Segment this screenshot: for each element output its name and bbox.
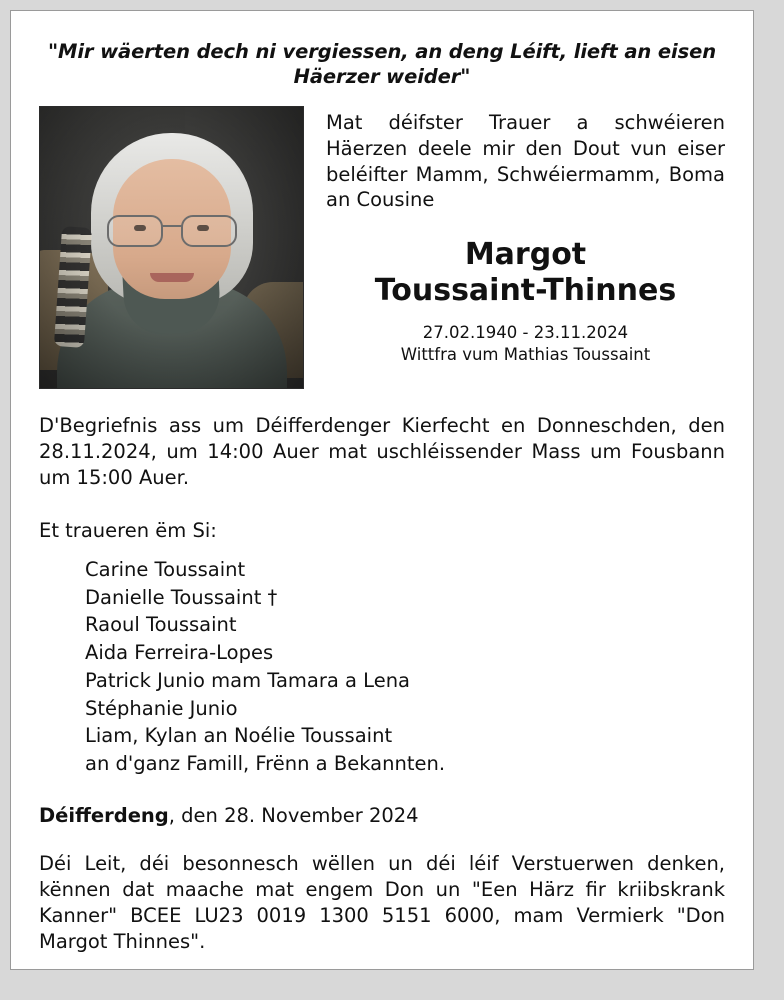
place-and-date [39,804,725,827]
spouse-line: Wittfra vum Mathias Toussaint [400,345,651,365]
obituary-notice [10,10,754,970]
mourners-list [39,556,725,778]
memorial-quote: "Mir wäerten dech ni vergiessen, an deng Léift, lieft an eisen Häerzer weider" [47,40,717,89]
list-item: Aida Ferreira-Lopes [85,641,274,665]
life-dates: 27.02.1940 - 23.11.2024 [422,323,629,343]
funeral-details: D'Begriefnis ass um Déifferdenger Kierfecht en Donneschden, den 28.11.2024, um 14:00 Auer mat uschléissender Mass um Fousbann um 15:00 Auer. [39,413,725,489]
photo-vignette [40,107,303,388]
donation-info: Déi Leit, déi besonnesch wëllen un déi léif Verstuerwen denken, kënnen dat maache mat engem Don un "Een Härz fir kriibskrank Kanner" BCEE LU23 0019 1300 5151 6000, mam Vermierk "Don Margot Thinnes". [39,851,725,953]
list-item: Stéphanie Junio [85,696,238,720]
mourners-intro: Et traueren ëm Si: [39,519,217,543]
deceased-last-name: Toussaint-Thinnes [374,272,677,308]
list-item: Raoul Toussaint [85,613,237,637]
list-item: an d'ganz Famill, Frënn a Bekannten. [85,751,446,775]
deceased-first-name: Margot [464,237,587,273]
list-item: Carine Toussaint [85,558,246,582]
announcement-text: Mat déifster Trauer a schwéieren Häerzen deele mir den Dout vun eiser beléifter Mamm, Schwéiermamm, Boma an Cousine [326,110,725,212]
deceased-name [326,237,725,308]
list-item: Liam, Kylan an Noélie Toussaint [85,724,393,748]
notice-date: , den 28. November 2024 [168,803,419,827]
list-item: Danielle Toussaint † [85,585,278,609]
portrait-and-intro-row [39,106,725,389]
place-name: Déifferdeng [39,803,169,827]
list-item: Patrick Junio mam Tamara a Lena [85,668,410,692]
portrait-photo [39,106,304,389]
intro-text-block [326,106,725,367]
